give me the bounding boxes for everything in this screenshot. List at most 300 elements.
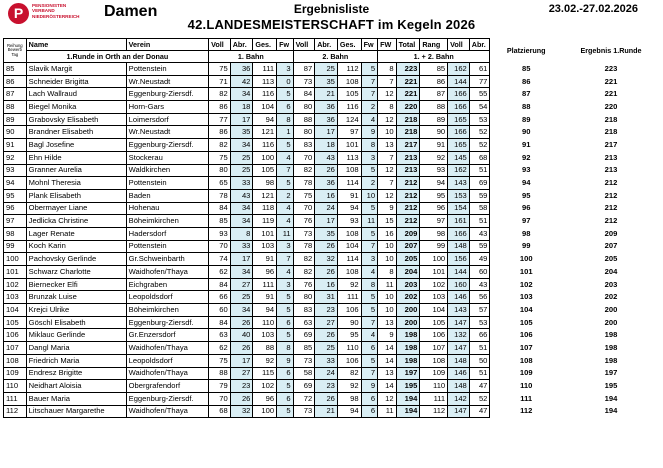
bahn2-fw: 9 <box>361 126 377 139</box>
participant-name: Biernecker Elfi <box>26 278 126 291</box>
row-number: 91 <box>4 139 27 152</box>
bahn2-ges: 116 <box>337 101 361 114</box>
bahn1-abr: 25 <box>230 164 253 177</box>
bahn1-ges: 121 <box>253 189 277 202</box>
total-score: 212 <box>396 177 420 190</box>
rang-value: 85 <box>420 63 448 76</box>
total-fw: 12 <box>378 392 397 405</box>
ergebnis-value: 212 <box>604 190 618 200</box>
bahn2-fw: 7 <box>361 88 377 101</box>
rang-value: 96 <box>420 202 448 215</box>
row-number: 110 <box>4 380 27 393</box>
total-score: 221 <box>396 75 420 88</box>
rang-value: 99 <box>420 240 448 253</box>
bahn1-ges: 96 <box>253 266 277 279</box>
platzierung-value: 112 <box>520 406 533 416</box>
bahn1-ges: 101 <box>253 227 277 240</box>
bahn1-ges: 118 <box>253 202 277 215</box>
table-row <box>4 354 661 367</box>
platzierung-value: 106 <box>519 330 533 340</box>
abr-header: Abr. <box>315 39 338 51</box>
row-number: 101 <box>4 266 27 279</box>
bahn1-abr: 25 <box>230 151 253 164</box>
participant-name: Göschl Elisabeth <box>26 316 126 329</box>
participant-name: Koch Karin <box>26 240 126 253</box>
bahn1-abr: 23 <box>230 380 253 393</box>
bahn2-ges: 95 <box>337 329 361 342</box>
platzierung-value: 91 <box>521 139 531 149</box>
total-fw: 7 <box>378 75 397 88</box>
row-number: 103 <box>4 291 27 304</box>
total-abr: 51 <box>469 164 490 177</box>
row-number: 94 <box>4 177 27 190</box>
bahn2-abr: 26 <box>315 266 338 279</box>
platzierung-value: 98 <box>521 228 531 238</box>
total-voll: 146 <box>448 291 470 304</box>
bahn2-abr: 26 <box>315 392 338 405</box>
total-abr: 68 <box>469 151 490 164</box>
bahn2-fw: 7 <box>361 240 377 253</box>
bahn2-ges: 108 <box>337 227 361 240</box>
total-score: 212 <box>396 202 420 215</box>
bahn1-fw: 5 <box>277 329 293 342</box>
platzierung-value: 89 <box>521 114 531 124</box>
platzierung-value: 105 <box>519 317 533 327</box>
bahn2-ges: 124 <box>337 113 361 126</box>
participant-name: Krejci Ulrike <box>26 304 126 317</box>
voll-header: Voll <box>448 39 470 51</box>
bahn1-fw: 5 <box>277 304 293 317</box>
ergebnis-value: 212 <box>604 203 618 213</box>
bahn1-ges: 121 <box>253 126 277 139</box>
bahn1-abr: 34 <box>230 304 253 317</box>
table-row <box>4 316 661 329</box>
ges-header: Ges. <box>253 39 277 51</box>
total-voll: 148 <box>448 240 470 253</box>
ergebnis-value: 200 <box>604 317 618 327</box>
total-abr: 51 <box>469 215 490 228</box>
platzierung-value: 90 <box>521 127 531 137</box>
bahn2-voll: 78 <box>293 177 315 190</box>
bahn2-fw: 4 <box>361 113 377 126</box>
bahn1-fw: 3 <box>277 278 293 291</box>
bahn2-abr: 24 <box>315 202 338 215</box>
bahn2-voll: 63 <box>293 316 315 329</box>
total-score: 218 <box>396 126 420 139</box>
participant-name: Mohnl Theresia <box>26 177 126 190</box>
ergebnis-value: 194 <box>604 406 618 416</box>
total-abr: 69 <box>469 177 490 190</box>
participant-name: Grabovsky Elisabeth <box>26 113 126 126</box>
total-abr: 49 <box>469 253 490 266</box>
bahn1-fw: 4 <box>277 215 293 228</box>
bahn2-fw: 6 <box>361 405 377 418</box>
bahn2-fw: 5 <box>361 291 377 304</box>
bahn1-voll: 77 <box>209 113 231 126</box>
bahn2-voll: 73 <box>293 75 315 88</box>
bahn2-abr: 25 <box>315 342 338 355</box>
bahn2-fw: 5 <box>361 63 377 76</box>
total-score: 198 <box>396 342 420 355</box>
total-voll: 143 <box>448 304 470 317</box>
bahn1-abr: 17 <box>230 354 253 367</box>
bahn2-ges: 106 <box>337 304 361 317</box>
rang-value: 109 <box>420 367 448 380</box>
bahn1-voll: 75 <box>209 63 231 76</box>
bahn2-ges: 106 <box>337 354 361 367</box>
table-row <box>4 367 661 380</box>
club-name: Gr.Schweinbarth <box>126 253 208 266</box>
club-name: Leopoldsdorf <box>126 354 208 367</box>
name-header: Name <box>26 39 126 51</box>
total-voll: 160 <box>448 278 470 291</box>
bahn2-ges: 94 <box>337 202 361 215</box>
total-fw: 8 <box>378 101 397 114</box>
total-score: 194 <box>396 392 420 405</box>
total-voll: 132 <box>448 329 470 342</box>
bahn2-ges: 98 <box>337 392 361 405</box>
table-row <box>4 291 661 304</box>
total-abr: 52 <box>469 139 490 152</box>
participant-name: Pachovsky Gerlinde <box>26 253 126 266</box>
rang-value: 92 <box>420 151 448 164</box>
platzierung-header: Platzierung <box>506 45 546 55</box>
table-row <box>4 304 661 317</box>
row-number: 108 <box>4 354 27 367</box>
participant-name: Lach Wallraud <box>26 88 126 101</box>
bahn1-abr: 8 <box>230 227 253 240</box>
bahn2-abr: 21 <box>315 405 338 418</box>
row-number: 105 <box>4 316 27 329</box>
total-voll: 162 <box>448 63 470 76</box>
bahn2-abr: 21 <box>315 88 338 101</box>
row-number: 104 <box>4 304 27 317</box>
bahn2-abr: 27 <box>315 316 338 329</box>
fw-header: Fw <box>277 39 293 51</box>
platzierung-value: 87 <box>521 89 531 99</box>
participant-name: Bauer Maria <box>26 392 126 405</box>
round-label: 1.Runde in Orth an der Donau <box>26 51 208 63</box>
org-line: VERBAND <box>32 8 55 14</box>
bahn1-voll: 86 <box>209 101 231 114</box>
bahn2-abr: 16 <box>315 278 338 291</box>
bahn2-fw: 9 <box>361 380 377 393</box>
bahn1-abr: 34 <box>230 202 253 215</box>
table-row <box>4 266 661 279</box>
bahn1-fw: 7 <box>277 253 293 266</box>
bahn1-ges: 100 <box>253 405 277 418</box>
platzierung-value: 107 <box>519 342 533 352</box>
platzierung-value: 109 <box>519 368 533 378</box>
bahn2-ges: 114 <box>337 253 361 266</box>
row-number: 97 <box>4 215 27 228</box>
rang-value: 103 <box>420 291 448 304</box>
bahn2-ges: 93 <box>337 215 361 228</box>
bahn2-fw: 2 <box>361 101 377 114</box>
results-table <box>3 38 660 418</box>
bahn2-abr: 17 <box>315 126 338 139</box>
row-number: 100 <box>4 253 27 266</box>
bahn1-fw: 6 <box>277 101 293 114</box>
club-name: Waidhofen/Thaya <box>126 342 208 355</box>
ergebnis-value: 213 <box>604 165 618 175</box>
bahn2-fw: 4 <box>361 329 377 342</box>
club-name: Baden <box>126 189 208 202</box>
bahn2-ges: 92 <box>337 278 361 291</box>
platzierung-value: 96 <box>521 203 531 213</box>
club-name: Stockerau <box>126 151 208 164</box>
table-row <box>4 126 661 139</box>
platzierung-value: 92 <box>521 152 531 162</box>
page-subtitle: 42.LANDESMEISTERSCHAFT im Kegeln 2026 <box>187 17 476 32</box>
total-voll: 156 <box>448 253 470 266</box>
ergebnis-value: 197 <box>604 368 618 378</box>
total-fw: 7 <box>378 151 397 164</box>
total-voll: 165 <box>448 139 470 152</box>
bahn2-ges: 90 <box>337 316 361 329</box>
bahn1-voll: 82 <box>209 88 231 101</box>
bahn1-voll: 74 <box>209 253 231 266</box>
bahn1-voll: 75 <box>209 151 231 164</box>
total-fw: 13 <box>378 367 397 380</box>
platzierung-value: 104 <box>519 304 533 314</box>
total-score: 220 <box>396 101 420 114</box>
bahn2-fw: 6 <box>361 342 377 355</box>
table-row <box>4 405 661 418</box>
bahn2-header: 2. Bahn <box>293 51 378 63</box>
participant-name: Schwarz Charlotte <box>26 266 126 279</box>
ergebnis-value: 220 <box>604 101 618 111</box>
total-voll: 166 <box>448 227 470 240</box>
ergebnis-value: 198 <box>604 330 618 340</box>
row-number: 87 <box>4 88 27 101</box>
ergebnis-value: 194 <box>604 393 618 403</box>
bahn1-voll: 60 <box>209 304 231 317</box>
rang-value: 100 <box>420 253 448 266</box>
table-row <box>4 88 661 101</box>
rang-value: 111 <box>420 392 448 405</box>
club-header: Verein <box>126 39 208 51</box>
platzierung-value: 103 <box>519 292 533 302</box>
bahn2-voll: 87 <box>293 63 315 76</box>
ergebnis-value: 202 <box>604 292 618 302</box>
total-voll: 153 <box>448 189 470 202</box>
platzierung-value: 95 <box>521 190 531 200</box>
rank-side-header: Reihung Bewerb Tag <box>4 39 27 63</box>
total-score: 213 <box>396 151 420 164</box>
rang-value: 91 <box>420 139 448 152</box>
total-score: 203 <box>396 278 420 291</box>
club-name: Hohenau <box>126 202 208 215</box>
bahn1-ges: 92 <box>253 354 277 367</box>
row-number: 99 <box>4 240 27 253</box>
bahn2-abr: 17 <box>315 215 338 228</box>
total-fw: 10 <box>378 240 397 253</box>
participant-name: Granner Aurelia <box>26 164 126 177</box>
bahn2-ges: 101 <box>337 139 361 152</box>
bahn1-voll: 62 <box>209 266 231 279</box>
total-score: 205 <box>396 253 420 266</box>
rang-value: 106 <box>420 329 448 342</box>
total-fw: 12 <box>378 88 397 101</box>
bahn1-fw: 7 <box>277 164 293 177</box>
bahn1-voll: 85 <box>209 215 231 228</box>
bahn1-fw: 1 <box>277 126 293 139</box>
total-fw: 12 <box>378 164 397 177</box>
bahn1-fw: 3 <box>277 63 293 76</box>
table-row <box>4 215 661 228</box>
rang-value: 107 <box>420 342 448 355</box>
bahn1-voll: 82 <box>209 139 231 152</box>
bahn1-ges: 119 <box>253 215 277 228</box>
bahn2-voll: 82 <box>293 253 315 266</box>
participant-name: Brandner Elisabeth <box>26 126 126 139</box>
bahn1-abr: 33 <box>230 240 253 253</box>
rang-value: 89 <box>420 113 448 126</box>
club-name: Böheimkirchen <box>126 304 208 317</box>
bahn1-fw: 5 <box>277 380 293 393</box>
total-abr: 60 <box>469 266 490 279</box>
bahn1-voll: 62 <box>209 342 231 355</box>
bahn1-voll: 93 <box>209 227 231 240</box>
bahn1-ges: 94 <box>253 304 277 317</box>
rang-value: 95 <box>420 189 448 202</box>
table-row <box>4 253 661 266</box>
bahn2-fw: 6 <box>361 392 377 405</box>
total-abr: 52 <box>469 392 490 405</box>
total-abr: 53 <box>469 113 490 126</box>
bahn1-voll: 63 <box>209 329 231 342</box>
total-score: 213 <box>396 164 420 177</box>
club-name: Eggenburg-Ziersdf. <box>126 139 208 152</box>
abr-header: Abr. <box>230 39 253 51</box>
bahn1-voll: 84 <box>209 202 231 215</box>
participant-name: Lager Renate <box>26 227 126 240</box>
bahn2-voll: 58 <box>293 367 315 380</box>
platzierung-value: 93 <box>521 165 531 175</box>
bahn1-ges: 111 <box>253 63 277 76</box>
ergebnis-value: 212 <box>604 178 618 188</box>
fw-total-header: FW <box>378 39 397 51</box>
ergebnis-value: 212 <box>604 216 618 226</box>
platzierung-value: 101 <box>519 266 533 276</box>
bahn1-voll: 65 <box>209 177 231 190</box>
bahn1-abr: 26 <box>230 316 253 329</box>
total-score: 194 <box>396 405 420 418</box>
bahn2-abr: 26 <box>315 240 338 253</box>
bahn1-voll: 88 <box>209 367 231 380</box>
bahn2-ges: 97 <box>337 126 361 139</box>
total-score: 218 <box>396 113 420 126</box>
bahn1-fw: 6 <box>277 392 293 405</box>
platzierung-value: 102 <box>519 279 533 289</box>
total-score: 223 <box>396 63 420 76</box>
ergebnis-header: Ergebnis 1.Runde <box>580 45 642 55</box>
bahn1-abr: 40 <box>230 329 253 342</box>
total-abr: 56 <box>469 291 490 304</box>
participant-name: Plank Elisabeth <box>26 189 126 202</box>
rang-value: 110 <box>420 380 448 393</box>
bahn1-voll: 71 <box>209 75 231 88</box>
ergebnis-value: 221 <box>604 89 618 99</box>
bahn1-abr: 32 <box>230 405 253 418</box>
rang-value: 102 <box>420 278 448 291</box>
bahn2-ges: 114 <box>337 177 361 190</box>
bahn2-voll: 80 <box>293 291 315 304</box>
bahn1-ges: 111 <box>253 278 277 291</box>
bahn1-fw: 4 <box>277 266 293 279</box>
org-line: NIEDERÖSTERREICH <box>32 13 80 19</box>
bahn1-abr: 34 <box>230 139 253 152</box>
total-fw: 11 <box>378 405 397 418</box>
total-score: 198 <box>396 354 420 367</box>
bahn2-voll: 70 <box>293 151 315 164</box>
rang-value: 112 <box>420 405 448 418</box>
participant-name: Friedrich Maria <box>26 354 126 367</box>
bahn1-abr: 26 <box>230 392 253 405</box>
bahn1-abr: 35 <box>230 126 253 139</box>
bahn2-fw: 5 <box>361 202 377 215</box>
total-fw: 10 <box>378 291 397 304</box>
total-fw: 13 <box>378 316 397 329</box>
total-fw: 14 <box>378 342 397 355</box>
bahn1-ges: 91 <box>253 253 277 266</box>
bahn2-fw: 5 <box>361 164 377 177</box>
total-fw: 15 <box>378 215 397 228</box>
bahn1-ges: 100 <box>253 151 277 164</box>
club-name: Loimersdorf <box>126 113 208 126</box>
table-row <box>4 151 661 164</box>
bahn2-abr: 35 <box>315 227 338 240</box>
ergebnis-value: 217 <box>604 139 618 149</box>
bahn1-header: 1. Bahn <box>209 51 294 63</box>
bahn2-fw: 7 <box>361 316 377 329</box>
total-abr: 59 <box>469 240 490 253</box>
club-name: Waidhofen/Thaya <box>126 266 208 279</box>
total-abr: 52 <box>469 126 490 139</box>
table-row <box>4 113 661 126</box>
bahn2-voll: 76 <box>293 278 315 291</box>
bahn2-voll: 83 <box>293 139 315 152</box>
platzierung-value: 88 <box>521 101 531 111</box>
bahn2-voll: 72 <box>293 392 315 405</box>
total-voll: 145 <box>448 151 470 164</box>
total-score: 200 <box>396 304 420 317</box>
total-fw: 10 <box>378 126 397 139</box>
club-name: Eichgraben <box>126 278 208 291</box>
total-fw: 12 <box>378 113 397 126</box>
total-voll: 154 <box>448 202 470 215</box>
total-header: Total <box>396 39 420 51</box>
row-number: 112 <box>4 405 27 418</box>
bahn2-voll: 82 <box>293 266 315 279</box>
ergebnis-value: 218 <box>604 127 618 137</box>
bahn1-abr: 17 <box>230 113 253 126</box>
total-voll: 144 <box>448 75 470 88</box>
club-name: Pottenstein <box>126 240 208 253</box>
logo-letter: P <box>13 5 24 21</box>
bahn1-fw: 5 <box>277 139 293 152</box>
bahn1-fw: 11 <box>277 227 293 240</box>
row-number: 89 <box>4 113 27 126</box>
ergebnis-value: 207 <box>604 241 618 251</box>
bahn2-fw: 5 <box>361 227 377 240</box>
total-fw: 16 <box>378 227 397 240</box>
bahn1-ges: 105 <box>253 164 277 177</box>
bahn1-voll: 86 <box>209 126 231 139</box>
total-score: 212 <box>396 189 420 202</box>
total-voll: 147 <box>448 342 470 355</box>
